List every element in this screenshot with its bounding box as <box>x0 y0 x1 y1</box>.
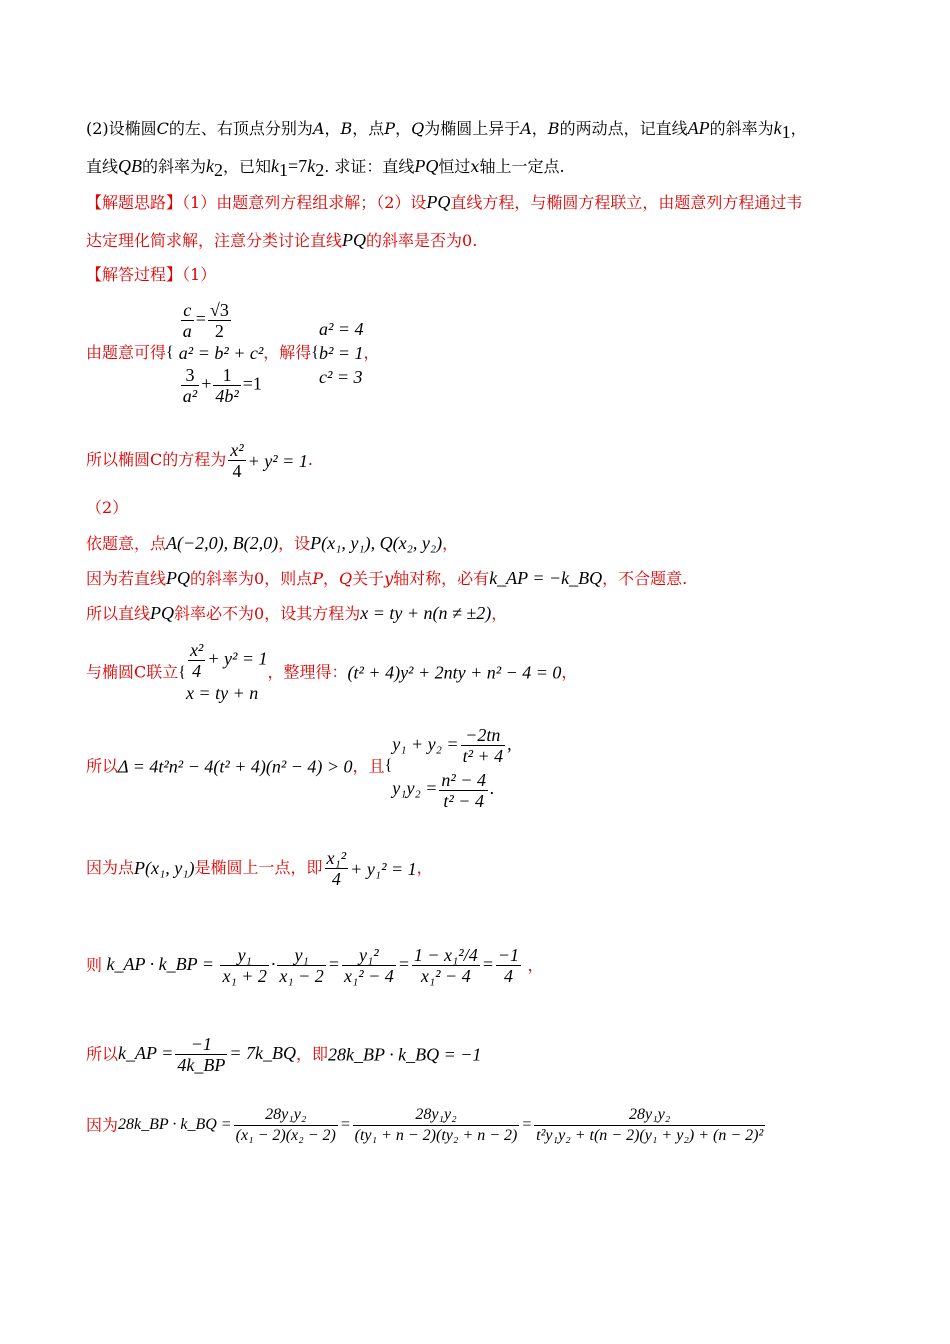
problem-line-1: (2)设椭圆C的左、右顶点分别为A，B，点P，Q为椭圆上异于A，B的两动点，记直线AP的斜率为$k_1$， <box>86 118 807 143</box>
idea-line-1: 【解题思路】（1）由题意列方程组求解；（2）设PQ直线方程，与椭圆方程联立，由题意列方程通过韦 <box>86 192 803 212</box>
sol1-system: $\frac{c}{a}$ = $\frac{√3}{2}$ a² = b² + c² $\frac{3}{\text{a²}}$ + $\frac{1}{\text{4b²}}$ =1 <box>178 300 264 406</box>
problem-line-2: 直线QB的斜率为$k_2$，已知$k_1=7k_2$. 求证：直线PQ恒过x轴上一定点. <box>86 156 565 181</box>
sol2-line-3: 所以直线PQ斜率必不为0，设其方程为x = ty + n(n ≠ ±2)， <box>86 603 508 623</box>
process-label: 【解答过程】 <box>86 265 183 284</box>
sol2-line-1: 依题意，点A(−2,0), B(2,0)，设P(x₁, y₁), Q(x₂, y₂)， <box>86 533 459 553</box>
sol2-line-6: 因为点P(x₁, y₁)是椭圆上一点，即 $\frac{\text{x₁²}}{4}$ + y₁² = 1， <box>86 848 433 889</box>
sol2-line-9: 因为28k_BP · k_BQ = $\frac{\text{28y₁y₂}}{\text{(x₁ − 2)(x₂ − 2)}}$ = $\frac{\text{28y₁y₂}}{\text{(ty₁ + n − 2)(ty₂ + n − 2)}}$ = $\frac{\text{28y₁y₂}}{\text{t²y₁y₂ + t(n − 2)(y₁ + y₂) + (n − 2)²}}$ <box>86 1106 764 1144</box>
sol2-line-4: 与椭圆C联立{ $\frac{\text{x²}}{4}$ + y² = 1 x = ty + n ，整理得：(t² + 4)y² + 2nty + n² − 4 = 0， <box>86 640 578 703</box>
sol2-line-2: 因为若直线PQ的斜率为0，则点P，Q关于y轴对称，必有k_AP = −k_BQ，不合题意. <box>86 568 688 588</box>
process-heading: 【解答过程】（1） <box>86 265 217 284</box>
sol2-line-8: 所以k_AP = $\frac{-1}{4k\_BP}$ = 7k_BQ，即28k_BP · k_BQ = −1 <box>86 1034 482 1075</box>
sol2-line-5: 所以Δ = 4t²n² − 4(t² + 4)(n² − 4) > 0，且{ y₁ + y₂ = $\frac{-2tn}{\text{t² + 4}}$ , y₁y₂ = $\frac{\text{n² − 4}}{\text{t² − 4}}$ . <box>86 725 512 811</box>
sol1-system-line: 由题意可得{ $\frac{c}{a}$ = $\frac{√3}{2}$ a² = b² + c² $\frac{3}{\text{a²}}$ + $\frac{1}{\text{4b²}}$ =1 ，解得{ a² = 4 b² = 1 c² = 3 ， <box>86 300 380 406</box>
sol2-line-7: 则 k_AP · k_BP = $\frac{\text{y₁}}{\text{x₁ + 2}}$ · $\frac{\text{y₁}}{\text{x₁ − 2}}$ = $\frac{\text{y₁²}}{\text{x₁² − 4}}$ = $\frac{\text{1 − x₁²/4}}{\text{x₁² − 4}}$ = $\frac{-1}{4}$ ， <box>86 945 544 986</box>
idea-label: 【解题思路】 <box>86 193 183 212</box>
process-part-2: （2） <box>86 498 129 517</box>
sol1-conclusion: 所以椭圆C的方程为 $\frac{\text{x²}}{4}$ + y² = 1. <box>86 440 313 481</box>
sol1-result: a² = 4 b² = 1 c² = 3 <box>318 319 364 387</box>
idea-line-2: 达定理化简求解，注意分类讨论直线PQ的斜率是否为0. <box>86 230 478 250</box>
